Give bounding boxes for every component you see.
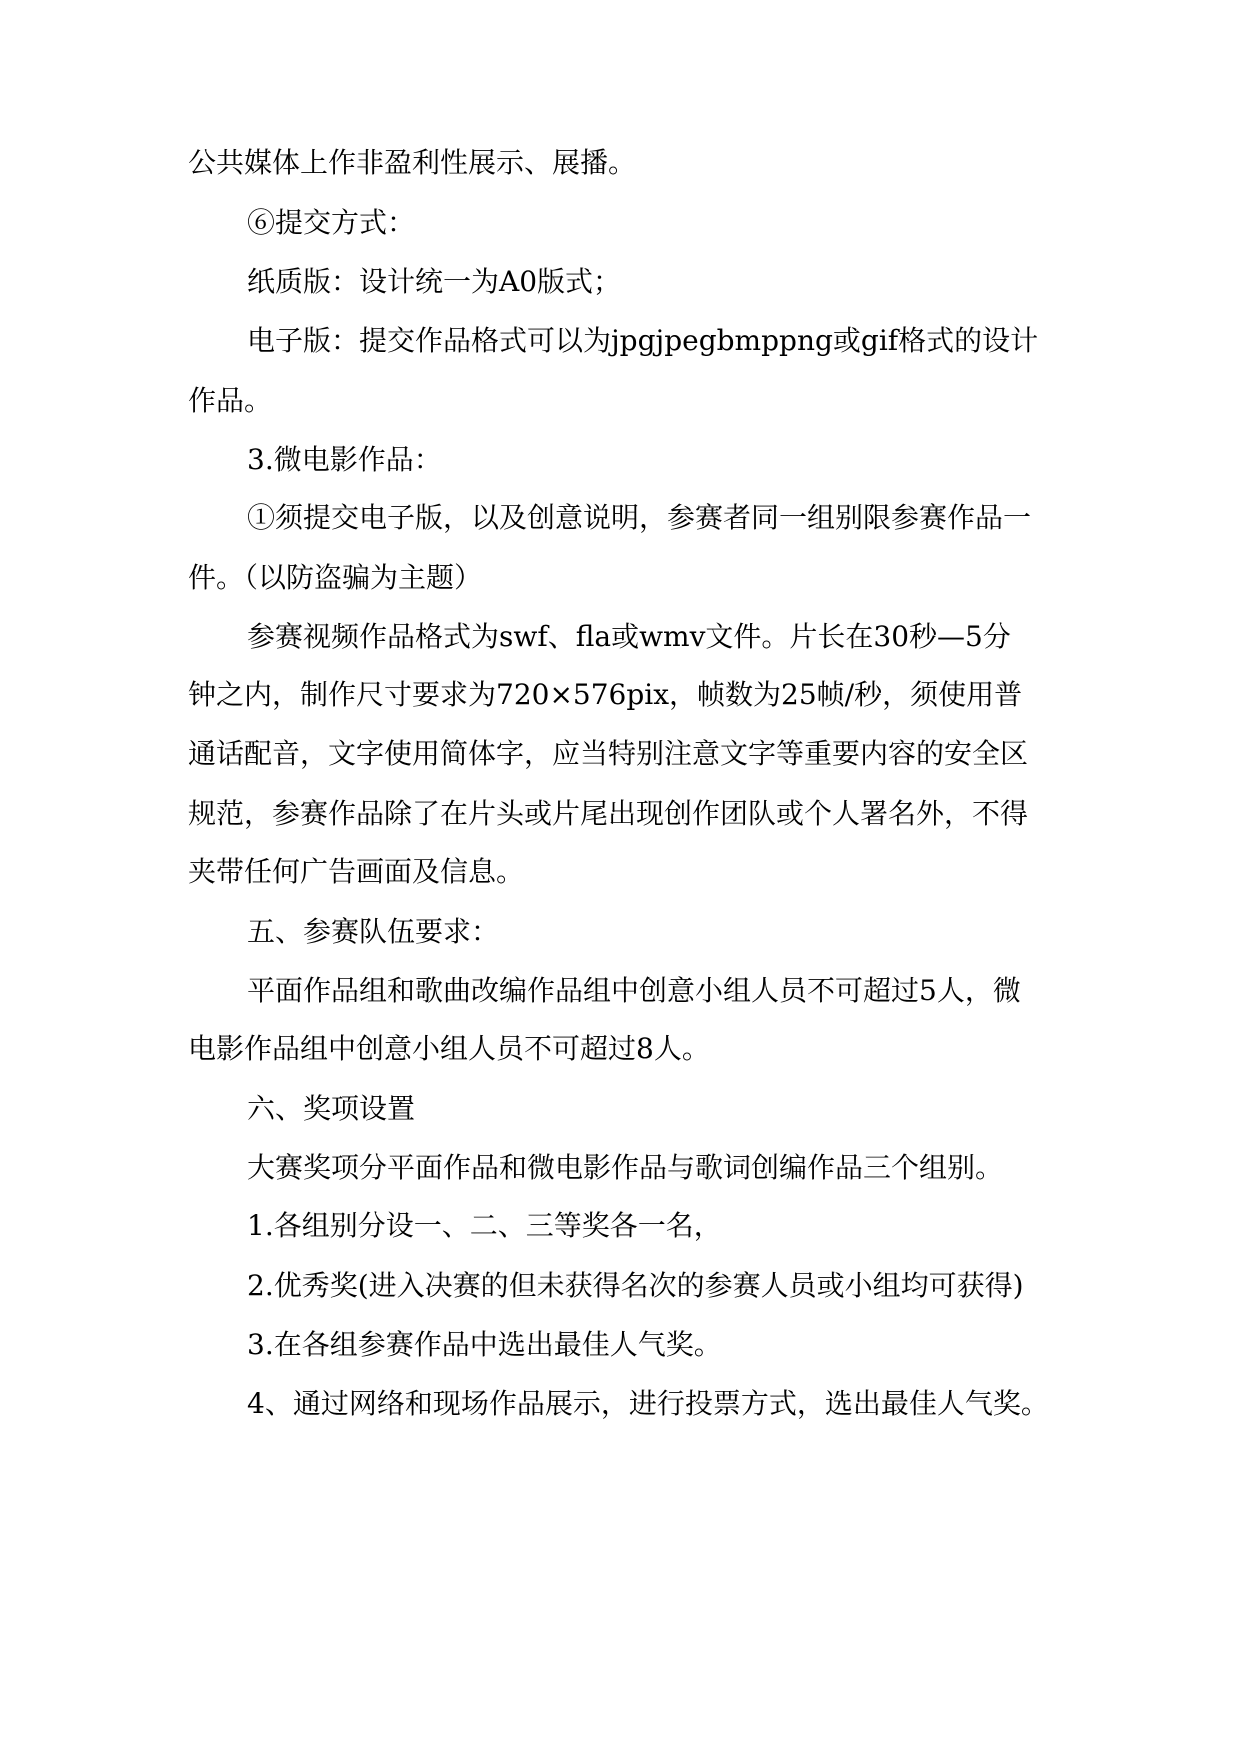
text-line: 通话配音，文字使用简体字，应当特别注意文字等重要内容的安全区 bbox=[188, 737, 1029, 770]
text-line: 3.微电影作品： bbox=[247, 443, 442, 476]
text-line: 电子版：提交作品格式可以为jpgjpegbmppng或gif格式的设计 bbox=[247, 324, 1039, 357]
text-line: ⑥提交方式： bbox=[247, 206, 416, 239]
text-line: ①须提交电子版，以及创意说明，参赛者同一组别限参赛作品一 bbox=[247, 501, 1032, 534]
text-line: 六、奖项设置 bbox=[247, 1092, 416, 1125]
text-line: 夹带任何广告画面及信息。 bbox=[188, 855, 525, 888]
text-line: 4、通过网络和现场作品展示，进行投票方式，选出最佳人气奖。 bbox=[247, 1387, 1049, 1420]
text-line: 大赛奖项分平面作品和微电影作品与歌词创编作品三个组别。 bbox=[247, 1151, 1004, 1184]
text-line: 作品。 bbox=[188, 384, 273, 417]
text-line: 件。（以防盗骗为主题） bbox=[188, 561, 483, 594]
text-line: 电影作品组中创意小组人员不可超过8人。 bbox=[188, 1032, 710, 1065]
text-line: 参赛视频作品格式为swf、fla或wmv文件。片长在30秒—5分 bbox=[247, 620, 1011, 653]
text-line: 2.优秀奖(进入决赛的但未获得名次的参赛人员或小组均可获得) bbox=[247, 1269, 1024, 1302]
text-line: 平面作品组和歌曲改编作品组中创意小组人员不可超过5人，微 bbox=[247, 974, 1021, 1007]
text-line: 规范，参赛作品除了在片头或片尾出现创作团队或个人署名外，不得 bbox=[188, 797, 1029, 830]
text-line: 3.在各组参赛作品中选出最佳人气奖。 bbox=[247, 1328, 722, 1361]
text-line: 五、参赛队伍要求： bbox=[247, 915, 500, 948]
text-line: 1.各组别分设一、二、三等奖各一名， bbox=[247, 1209, 722, 1242]
text-line: 公共媒体上作非盈利性展示、展播。 bbox=[188, 146, 637, 179]
text-line: 钟之内，制作尺寸要求为720×576pix，帧数为25帧/秒，须使用普 bbox=[188, 678, 1023, 711]
text-line: 纸质版：设计统一为A0版式； bbox=[247, 265, 622, 298]
